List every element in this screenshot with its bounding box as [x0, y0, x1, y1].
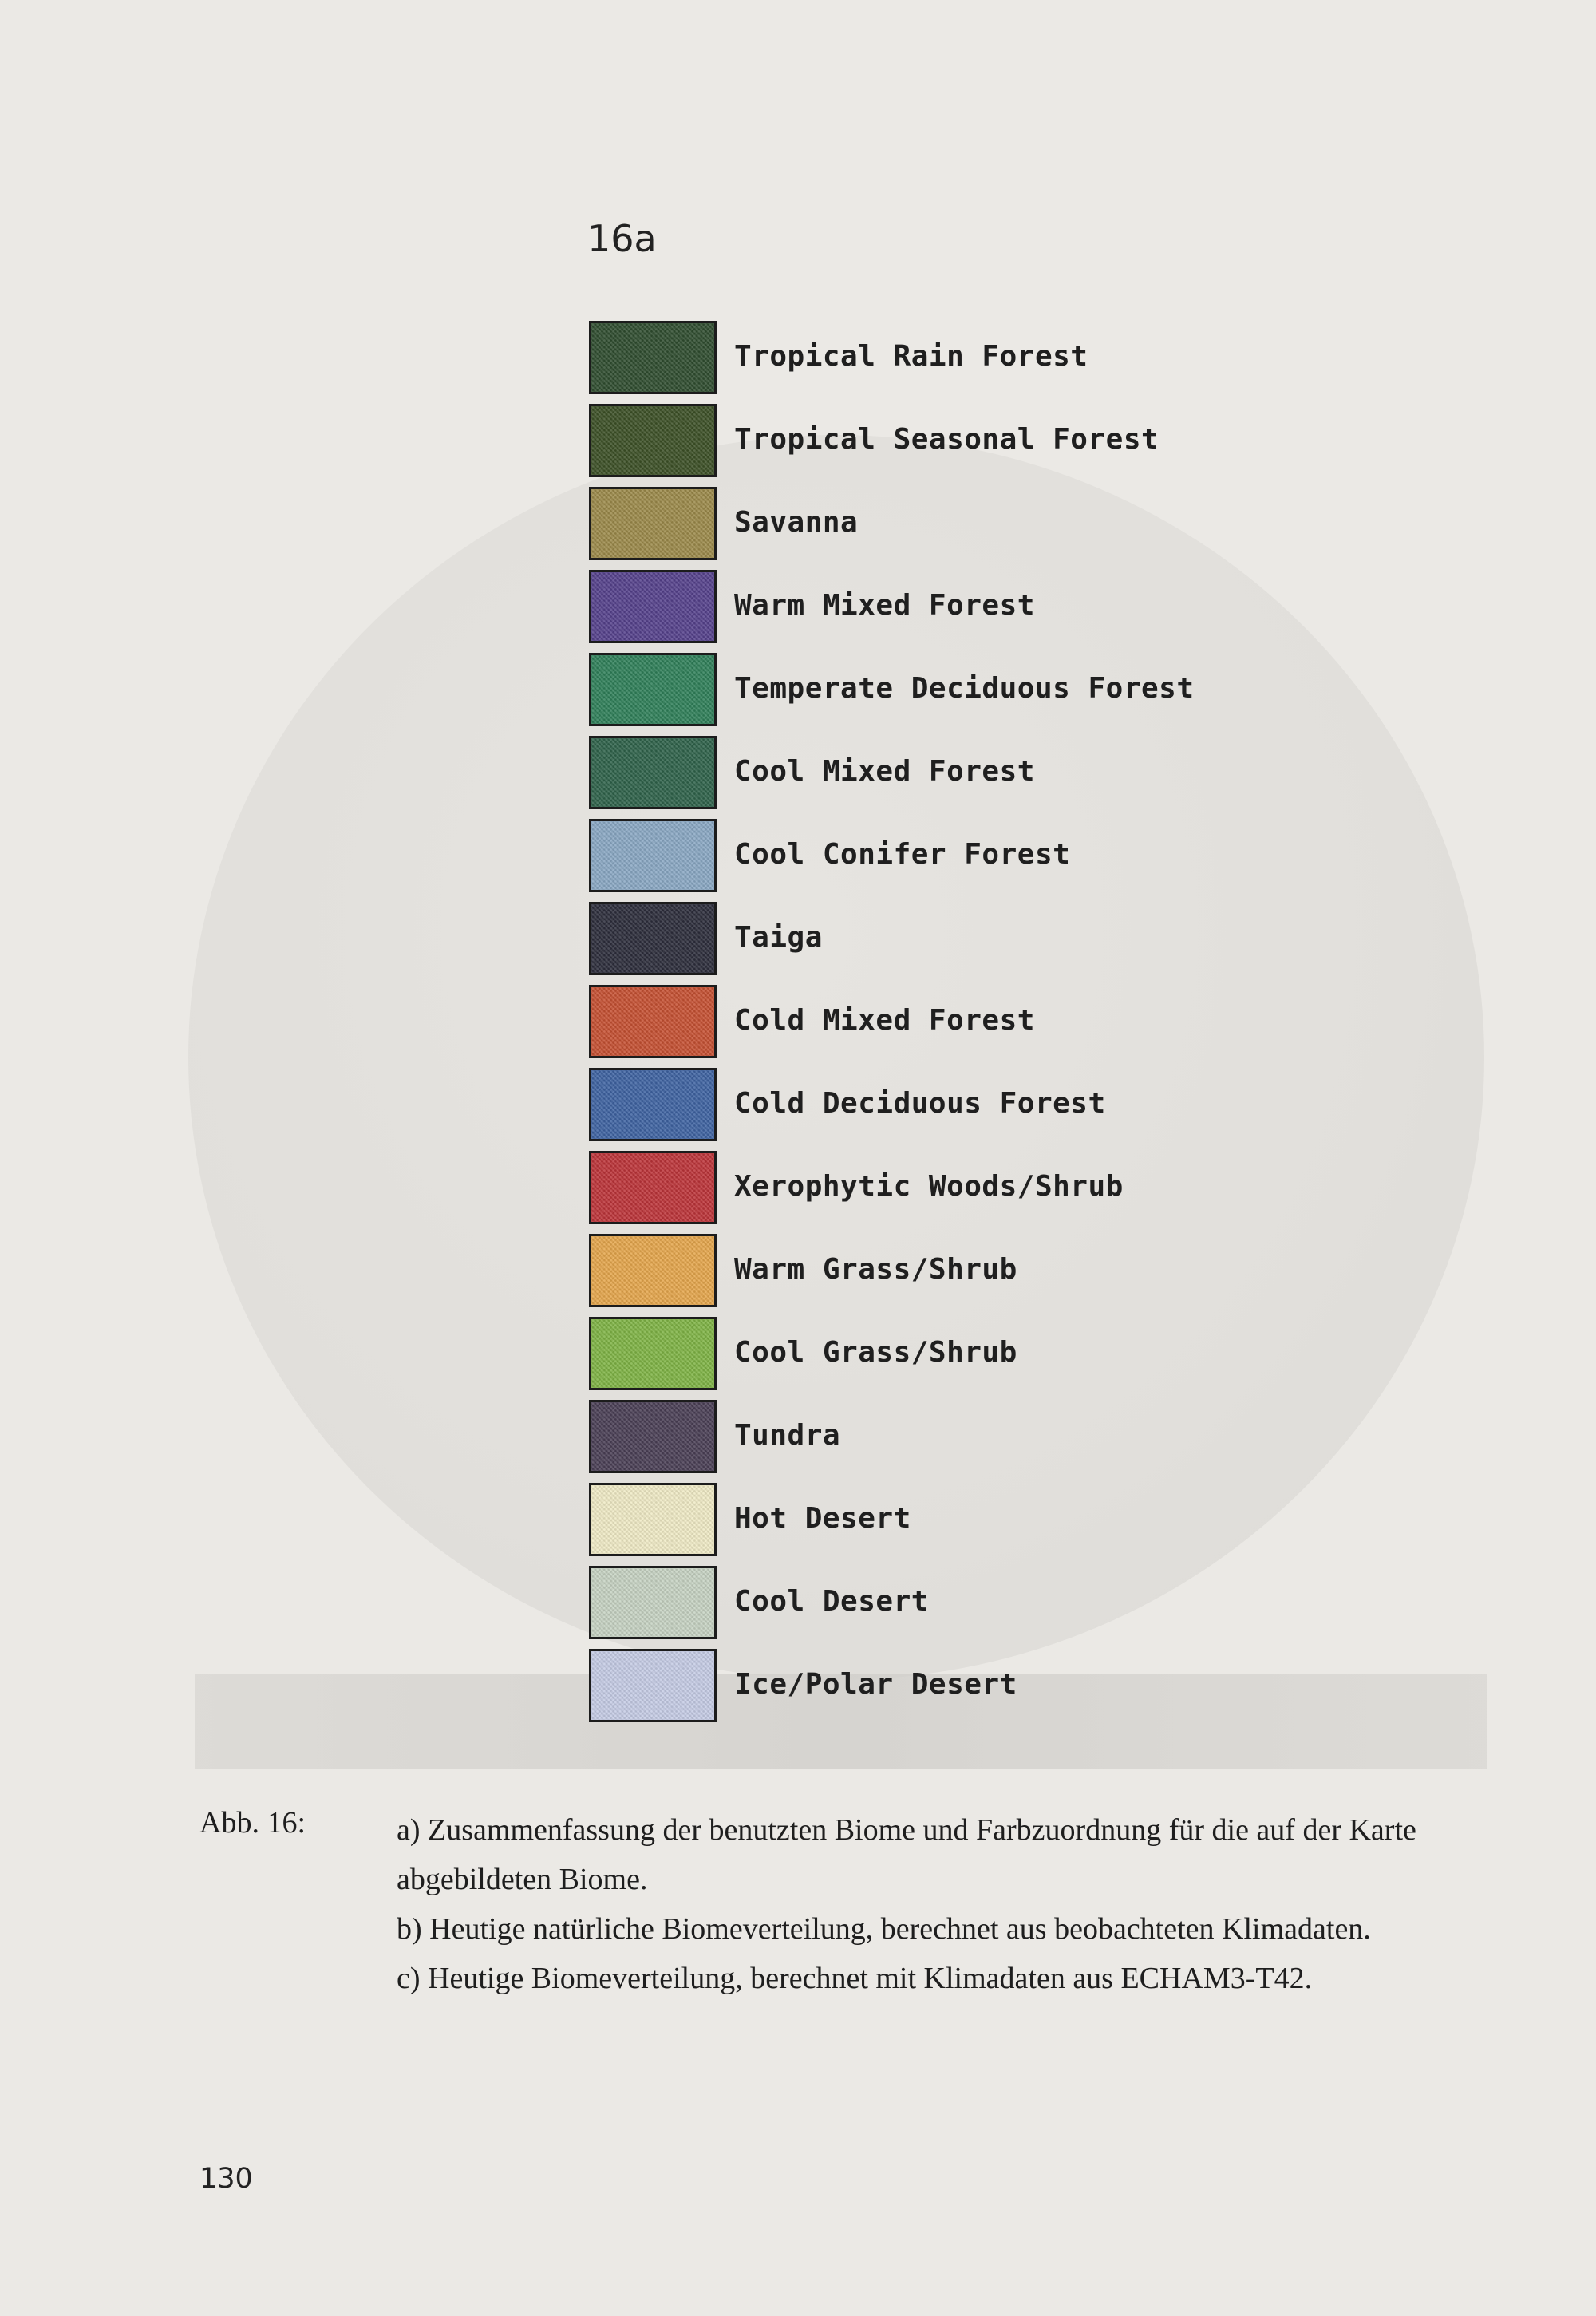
legend-label: Tropical Rain Forest — [734, 340, 1088, 373]
legend-label: Cool Desert — [734, 1585, 929, 1618]
legend-label: Xerophytic Woods/Shrub — [734, 1170, 1124, 1203]
legend-label: Ice/Polar Desert — [734, 1668, 1017, 1701]
legend-swatch — [589, 985, 717, 1058]
legend-swatch — [589, 1151, 717, 1224]
legend-label: Cold Deciduous Forest — [734, 1087, 1106, 1120]
legend-swatch — [589, 653, 717, 726]
legend-swatch — [589, 736, 717, 809]
legend-label: Cool Conifer Forest — [734, 838, 1071, 871]
legend-swatch — [589, 487, 717, 560]
legend-label: Tundra — [734, 1419, 841, 1452]
legend-label: Hot Desert — [734, 1502, 911, 1535]
caption-body — [397, 1805, 1514, 2003]
legend-swatch — [589, 819, 717, 892]
bleed-through-map-sphere — [188, 435, 1484, 1680]
legend-label: Taiga — [734, 921, 823, 954]
legend-label: Tropical Seasonal Forest — [734, 423, 1159, 456]
legend-swatch — [589, 1566, 717, 1639]
legend-label: Temperate Deciduous Forest — [734, 672, 1195, 705]
legend-swatch — [589, 1234, 717, 1307]
legend-label: Savanna — [734, 506, 859, 539]
caption-line-c: c) Heutige Biomeverteilung, berechnet mit Klimadaten aus ECHAM3-T42. — [397, 1962, 1313, 1995]
legend-swatch — [589, 1483, 717, 1556]
caption-lead: Abb. 16: — [200, 1806, 306, 1840]
legend-label: Cool Mixed Forest — [734, 755, 1035, 788]
legend-swatch — [589, 321, 717, 394]
legend-swatch — [589, 1400, 717, 1473]
legend-label: Warm Grass/Shrub — [734, 1253, 1017, 1286]
legend-label: Cool Grass/Shrub — [734, 1336, 1017, 1369]
legend-swatch — [589, 404, 717, 477]
legend-label: Warm Mixed Forest — [734, 589, 1035, 622]
figure-label: 16a — [587, 217, 657, 260]
legend-swatch — [589, 902, 717, 975]
caption-line-a: a) Zusammenfassung der benutzten Biome und Farbzuordnung für die auf der Karte abgebildeten Biome. — [397, 1813, 1416, 1896]
legend-swatch — [589, 570, 717, 643]
legend-label: Cold Mixed Forest — [734, 1004, 1035, 1037]
caption-line-b: b) Heutige natürliche Biomeverteilung, berechnet aus beobachteten Klimadaten. — [397, 1912, 1371, 1946]
legend-swatch — [589, 1317, 717, 1390]
legend-swatch — [589, 1068, 717, 1141]
page-number: 130 — [200, 2163, 253, 2195]
legend-swatch — [589, 1649, 717, 1722]
